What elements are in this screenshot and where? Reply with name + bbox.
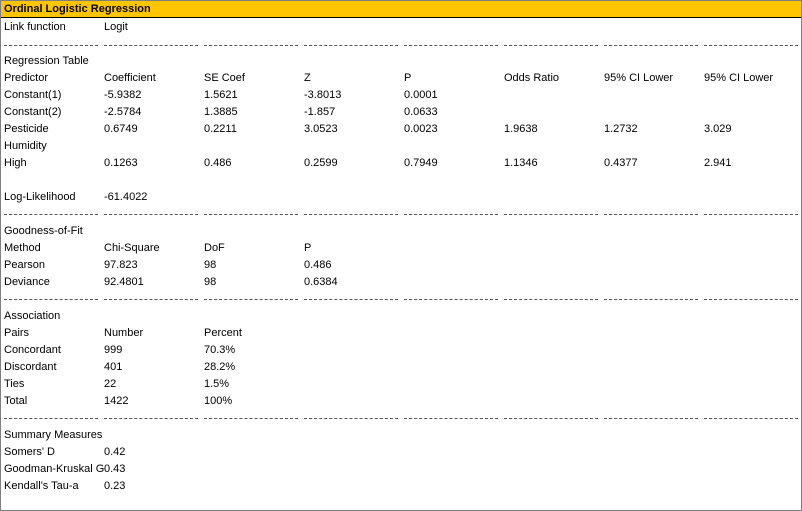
table-row <box>1 257 801 274</box>
table-row <box>1 376 801 393</box>
ci-upper-cell: 3.029 <box>704 123 732 135</box>
ci-lower-cell: 1.2732 <box>604 123 638 135</box>
number-cell: 1422 <box>104 395 129 407</box>
regression-heading-row <box>1 53 801 70</box>
coefficient-cell: 0.6749 <box>104 123 138 135</box>
table-row <box>1 274 801 291</box>
se-coef-cell: 1.3885 <box>204 106 238 118</box>
coefficient-cell: 0.1263 <box>104 157 138 169</box>
percent-cell: 100% <box>204 395 233 407</box>
measure-label: Kendall's Tau-a <box>4 480 79 492</box>
column-header: Percent <box>204 327 242 339</box>
number-cell: 999 <box>104 344 123 356</box>
summary-heading-row <box>1 427 801 444</box>
p-cell: 0.0001 <box>404 89 438 101</box>
z-cell: -1.857 <box>304 106 336 118</box>
column-header: Predictor <box>4 72 49 84</box>
predictor-cell: Constant(1) <box>4 89 62 101</box>
odds-ratio-cell: 1.9638 <box>504 123 538 135</box>
predictor-cell: Humidity <box>4 140 47 152</box>
link-function-value: Logit <box>104 21 128 33</box>
table-row <box>1 121 801 138</box>
p-cell: 0.486 <box>304 259 332 271</box>
table-row <box>1 478 801 495</box>
separator <box>1 299 801 300</box>
pairs-cell: Discordant <box>4 361 57 373</box>
odds-ratio-cell: 1.1346 <box>504 157 538 169</box>
column-header: 95% CI Lower <box>604 72 674 84</box>
measure-value: 0.43 <box>104 463 126 475</box>
table-row <box>1 359 801 376</box>
chi-square-cell: 97.823 <box>104 259 138 271</box>
gof-heading: Goodness-of-Fit <box>4 225 83 237</box>
percent-cell: 28.2% <box>204 361 236 373</box>
z-cell: 3.0523 <box>304 123 338 135</box>
separator <box>1 214 801 215</box>
table-row <box>1 155 801 172</box>
predictor-cell: Constant(2) <box>4 106 62 118</box>
report-title: Ordinal Logistic Regression <box>1 1 801 18</box>
pairs-cell: Total <box>4 395 28 407</box>
gof-header-row <box>1 240 801 257</box>
p-cell: 0.6384 <box>304 276 338 288</box>
association-heading: Association <box>4 310 61 322</box>
column-header: Pairs <box>4 327 30 339</box>
se-coef-cell: 0.486 <box>204 157 232 169</box>
loglikelihood-row <box>1 189 801 206</box>
link-function-label: Link function <box>4 21 66 33</box>
p-cell: 0.7949 <box>404 157 438 169</box>
predictor-cell: High <box>4 157 27 169</box>
measure-label: Somers' D <box>4 446 55 458</box>
p-cell: 0.0633 <box>404 106 438 118</box>
column-header: 95% CI Lower <box>704 72 774 84</box>
loglikelihood-value: -61.4022 <box>104 191 148 203</box>
column-header: Number <box>104 327 144 339</box>
column-header: SE Coef <box>204 72 245 84</box>
z-cell: 0.2599 <box>304 157 338 169</box>
table-row <box>1 444 801 461</box>
regression-header-row <box>1 70 801 87</box>
dof-cell: 98 <box>204 259 217 271</box>
table-row <box>1 87 801 104</box>
ci-lower-cell: 0.4377 <box>604 157 638 169</box>
coefficient-cell: -2.5784 <box>104 106 142 118</box>
summary-heading: Summary Measures <box>4 429 103 441</box>
separator <box>1 418 801 419</box>
se-coef-cell: 1.5621 <box>204 89 238 101</box>
chi-square-cell: 92.4801 <box>104 276 144 288</box>
pairs-cell: Concordant <box>4 344 61 356</box>
link-function-row <box>1 19 801 36</box>
pairs-cell: Ties <box>4 378 25 390</box>
table-row <box>1 342 801 359</box>
loglikelihood-label: Log-Likelihood <box>4 191 76 203</box>
method-cell: Pearson <box>4 259 45 271</box>
regression-heading: Regression Table <box>4 55 89 67</box>
association-header-row <box>1 325 801 342</box>
number-cell: 22 <box>104 378 117 390</box>
column-header: Odds Ratio <box>504 72 560 84</box>
predictor-cell: Pesticide <box>4 123 49 135</box>
column-header: DoF <box>204 242 225 254</box>
column-header: P <box>404 72 412 84</box>
association-heading-row <box>1 308 801 325</box>
ci-upper-cell: 2.941 <box>704 157 732 169</box>
se-coef-cell: 0.2211 <box>204 123 237 135</box>
percent-cell: 1.5% <box>204 378 230 390</box>
measure-value: 0.42 <box>104 446 126 458</box>
method-cell: Deviance <box>4 276 50 288</box>
number-cell: 401 <box>104 361 123 373</box>
table-row <box>1 393 801 410</box>
measure-label: Goodman-Kruskal G <box>4 463 105 475</box>
column-header: Z <box>304 72 311 84</box>
column-header: Method <box>4 242 41 254</box>
z-cell: -3.8013 <box>304 89 342 101</box>
p-cell: 0.0023 <box>404 123 438 135</box>
separator <box>1 45 801 46</box>
column-header: P <box>304 242 312 254</box>
measure-value: 0.23 <box>104 480 126 492</box>
percent-cell: 70.3% <box>204 344 236 356</box>
table-row <box>1 104 801 121</box>
gof-heading-row <box>1 223 801 240</box>
column-header: Coefficient <box>104 72 156 84</box>
column-header: Chi-Square <box>104 242 160 254</box>
table-row <box>1 138 801 155</box>
dof-cell: 98 <box>204 276 217 288</box>
table-row <box>1 461 801 478</box>
coefficient-cell: -5.9382 <box>104 89 142 101</box>
